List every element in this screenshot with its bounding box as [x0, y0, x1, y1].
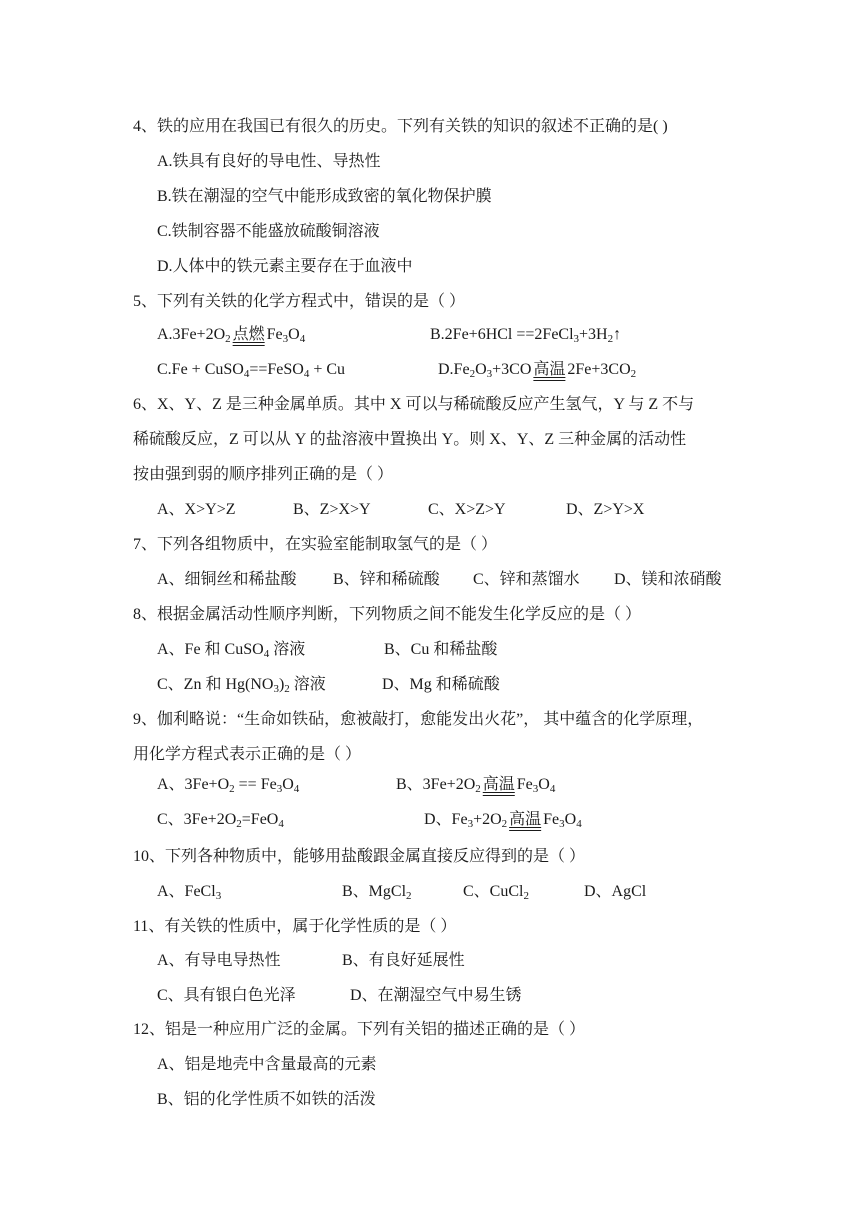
q10-option-d: D、AgCl [584, 883, 647, 900]
q7-option-c: C、锌和蒸馏水 [473, 571, 580, 588]
q11-option-a: A、有导电导热性 [157, 952, 281, 969]
q10-stem: 10、下列各种物质中，能够用盐酸跟金属直接反应得到的是（ ） [133, 848, 586, 865]
q4-option-a: A.铁具有良好的导电性、导热性 [157, 153, 381, 170]
q4-option-c: C.铁制容器不能盛放硫酸铜溶液 [157, 223, 380, 240]
q10-option-c: C、CuCl$_2$ [463, 883, 529, 902]
q6-stem-line2: 稀硫酸反应，Z 可以从 Y 的盐溶液中置换出 Y。则 X、Y、Z 三种金属的活动性 [133, 431, 687, 448]
q12-stem: 12、铝是一种应用广泛的金属。下列有关铝的描述正确的是（ ） [133, 1021, 586, 1038]
q5-option-b: $B.2Fe+6HCl ==2FeCl_3+3H_2↑$ [430, 326, 622, 345]
q11-option-b: B、有良好延展性 [342, 952, 465, 969]
q4-stem: 4、铁的应用在我国已有很久的历史。下列有关铁的知识的叙述不正确的是( ) [133, 118, 668, 135]
q12-option-b: B、铝的化学性质不如铁的活泼 [157, 1091, 376, 1108]
q11-option-c: C、具有银白色光泽 [157, 987, 296, 1004]
q10-option-b: B、MgCl$_2$ [342, 883, 412, 902]
q8-option-b: B、Cu 和稀盐酸 [384, 641, 498, 658]
q9-option-d: D、$Fe_3+2O_2$ 高温 $Fe_3O_4$ [424, 811, 582, 830]
q9-stem-line2: 用化学方程式表示正确的是（ ） [133, 746, 362, 763]
q7-stem: 7、下列各组物质中，在实验室能制取氢气的是（ ） [133, 536, 498, 553]
q5-option-d: $D.Fe_2O_3+3CO$ 高温 $2Fe+3CO_2$ [438, 361, 637, 380]
q7-option-d: D、镁和浓硝酸 [614, 571, 722, 588]
q8-option-d: D、Mg 和稀硫酸 [382, 676, 500, 693]
q5-option-a: $A.3Fe+2O_2$ 点燃 $Fe_3O_4$ [157, 326, 306, 345]
q9-option-a: A、$3Fe+O_2 == Fe_3O_4$ [157, 776, 300, 795]
q10-option-a: A、FeCl$_3$ [157, 883, 222, 902]
q9-d-condition: 高温 [509, 811, 542, 828]
q9-stem-line1: 9、伽利略说：“生命如铁砧，愈被敲打，愈能发出火花”， 其中蕴含的化学原理， [133, 711, 704, 728]
q12-option-a: A、铝是地壳中含量最高的元素 [157, 1056, 377, 1073]
q6-stem-line1: 6、X、Y、Z 是三种金属单质。其中 X 可以与稀硫酸反应产生氢气，Y 与 Z 不与 [133, 396, 695, 413]
q6-option-d: D、Z>Y>X [566, 501, 645, 518]
q9-option-c: C、$3Fe+2O_2=FeO_4$ [157, 811, 284, 830]
q5-option-c: C.Fe + CuSO$_4$==FeSO$_4$ + Cu [157, 361, 346, 380]
q9-b-condition: 高温 [482, 776, 515, 793]
q6-option-a: A、X>Y>Z [157, 501, 236, 518]
q9-option-b: B、$3Fe+2O_2$ 高温 $Fe_3O_4$ [396, 776, 556, 795]
q5-d-condition: 高温 [533, 361, 566, 378]
q8-option-c: C、Zn 和 $Hg(NO_3)_2$ 溶液 [157, 676, 326, 695]
q11-option-d: D、在潮湿空气中易生锈 [350, 987, 522, 1004]
q5-stem: 5、下列有关铁的化学方程式中，错误的是（ ） [133, 293, 466, 310]
q4-option-b: B.铁在潮湿的空气中能形成致密的氧化物保护膜 [157, 188, 492, 205]
q4-option-d: D.人体中的铁元素主要存在于血液中 [157, 258, 413, 275]
q11-stem: 11、有关铁的性质中，属于化学性质的是（ ） [133, 918, 457, 935]
q5-a-condition: 点燃 [232, 326, 265, 343]
q8-stem: 8、根据金属活动性顺序判断，下列物质之间不能发生化学反应的是（ ） [133, 606, 642, 623]
q8-option-a: A、Fe 和 CuSO$_4$ 溶液 [157, 641, 306, 660]
q7-option-b: B、锌和稀硫酸 [333, 571, 440, 588]
q6-stem-line3: 按由强到弱的顺序排列正确的是（ ） [133, 466, 394, 483]
q7-option-a: A、细铜丝和稀盐酸 [157, 571, 297, 588]
q6-option-c: C、X>Z>Y [428, 501, 506, 518]
q6-option-b: B、Z>X>Y [293, 501, 371, 518]
